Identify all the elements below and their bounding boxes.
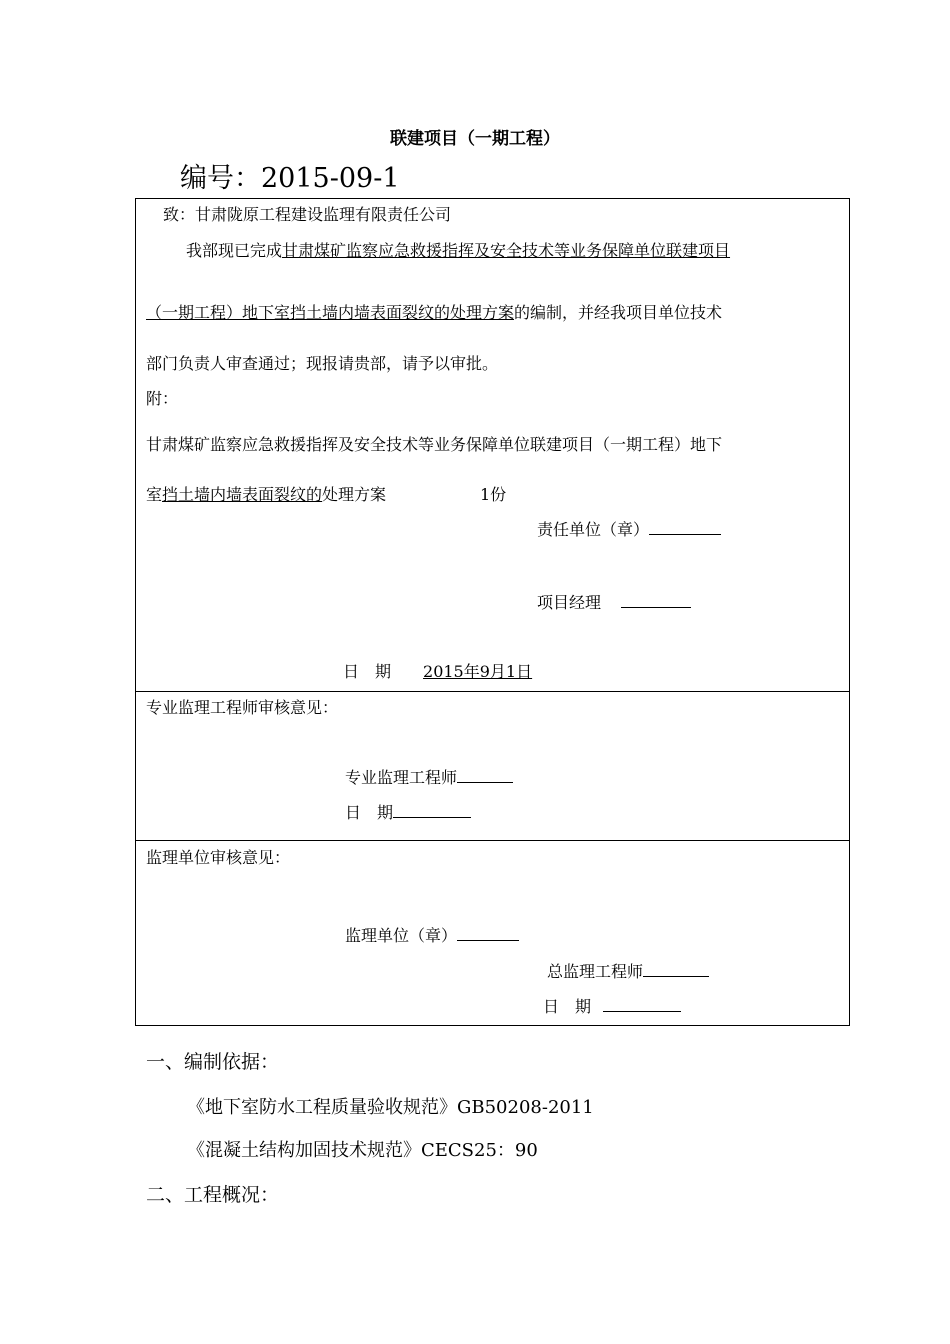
engineer-review-heading: 专业监理工程师审核意见：	[146, 698, 339, 717]
project-name: 甘肃煤矿监察应急救援指挥及安全技术等业务保障单位联建项目	[282, 241, 731, 260]
responsible-unit-blank[interactable]	[649, 519, 721, 535]
basis-heading: 一、编制依据：	[146, 1051, 280, 1073]
supervision-unit-label: 监理单位（章）	[345, 926, 458, 945]
plan-name: （一期工程）地下室挡土墙内墙表面裂纹的处理方案	[146, 303, 515, 322]
supervision-unit-blank[interactable]	[457, 925, 519, 941]
supervision-unit-field	[345, 923, 519, 946]
submission-date-value: 2015年9月1日	[423, 662, 533, 681]
responsible-unit-field	[537, 517, 721, 540]
unit-date-label: 日 期	[543, 997, 592, 1016]
attachment-title-line1: 甘肃煤矿监察应急救援指挥及安全技术等业务保障单位联建项目（一期工程）地下	[146, 435, 723, 454]
paragraph-tail: 的编制，并经我项目单位技术	[514, 303, 723, 322]
engineer-date-label: 日 期	[345, 803, 394, 822]
responsible-unit-label: 责任单位（章）	[537, 520, 650, 539]
project-manager-field	[537, 590, 691, 613]
engineer-signer-blank[interactable]	[457, 767, 513, 783]
chief-engineer-field	[547, 959, 709, 982]
unit-review-heading: 监理单位审核意见：	[146, 848, 291, 867]
attachment-text: 室	[146, 485, 163, 504]
attachment-underlined-text: 挡土墙内墙表面裂纹的	[162, 485, 323, 504]
project-manager-blank[interactable]	[621, 592, 691, 608]
document-number: 编号：2015-09-1	[180, 163, 400, 194]
submission-paragraph-line1	[186, 238, 730, 261]
paragraph-lead: 我部现已完成	[186, 241, 283, 260]
chief-engineer-label: 总监理工程师	[547, 962, 644, 981]
engineer-signer-label: 专业监理工程师	[345, 768, 458, 787]
submission-paragraph-line3: 部门负责人审查通过；现报请贵部，请予以审批。	[146, 354, 499, 373]
document-title: 联建项目（一期工程）	[390, 129, 560, 149]
submission-date-label: 日 期	[343, 662, 392, 681]
basis-reference: 《地下室防水工程质量验收规范》GB50208-2011	[187, 1097, 594, 1118]
project-manager-label: 项目经理	[537, 593, 602, 612]
unit-date-field	[543, 994, 681, 1017]
addressee: 致：甘肃陇原工程建设监理有限责任公司	[163, 205, 452, 224]
engineer-signer-field	[345, 765, 513, 788]
submission-date-field	[343, 659, 546, 682]
attachment-label: 附：	[146, 389, 179, 408]
attachment-text-end: 处理方案	[322, 485, 387, 504]
engineer-date-blank[interactable]	[393, 802, 471, 818]
attachment-copies: 1份	[480, 485, 507, 504]
attachment-title-line2	[146, 482, 386, 505]
basis-reference: 《混凝土结构加固技术规范》CECS25：90	[187, 1140, 538, 1161]
engineer-date-field	[345, 800, 471, 823]
chief-engineer-blank[interactable]	[643, 961, 709, 977]
submission-paragraph-line2	[146, 300, 722, 323]
overview-heading: 二、工程概况：	[146, 1184, 280, 1206]
unit-date-blank[interactable]	[603, 996, 681, 1012]
